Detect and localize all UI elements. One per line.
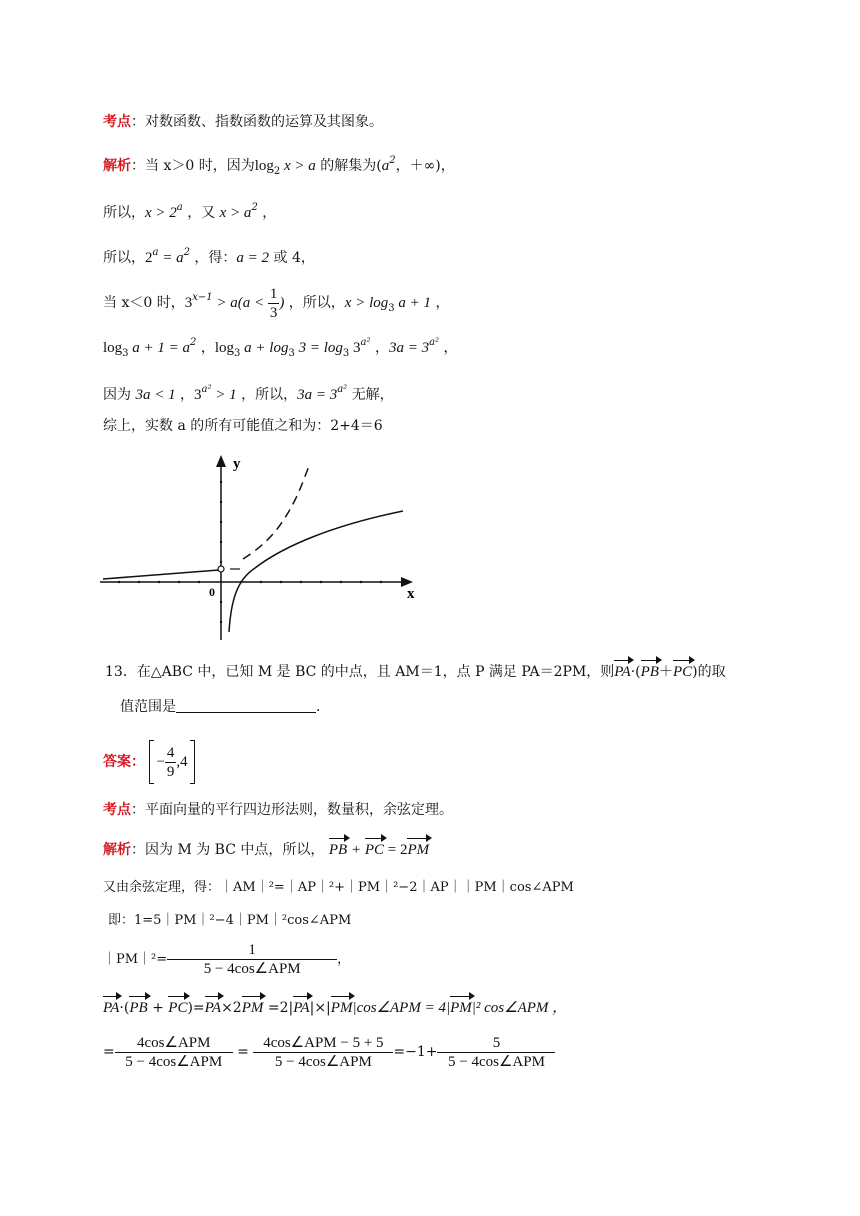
text: ＋ [658,664,673,680]
kaodian-2 [103,800,453,820]
text: 所以， [103,250,145,266]
math: x > 2 [145,205,177,221]
text: )= [187,1000,205,1016]
sup: 2 [389,155,396,166]
math: > a(a < [212,295,268,311]
minus: − [156,754,165,770]
denominator: 9 [166,764,175,781]
y-tick [220,481,222,483]
math: |cos∠APM = 4| [352,1000,451,1016]
q13-line-1 [105,662,726,682]
vector-pm: PM [407,842,430,858]
text: ，又 [182,205,220,221]
answer-colon: ： [131,754,145,770]
math: log [254,158,274,174]
math: a + 1 [394,295,431,311]
text: ，＋∞)， [395,158,455,174]
math: log [103,340,123,356]
math: 3 [184,295,193,311]
vector-pa: PA [204,1000,222,1016]
y-tick [220,541,222,543]
text: 因为 [103,387,136,403]
text: + [147,1000,169,1016]
x-tick [260,581,262,583]
sub: 2 [273,166,281,177]
x-tick [280,581,282,583]
fraction [165,744,177,781]
jiexi-2-line-3: 即：1=5｜PM｜²−4｜PM｜²cos∠APM [108,913,352,928]
denominator: 5 − 4cos∠APM [203,961,301,977]
math: ) [279,295,285,311]
text: ， [175,387,195,403]
math: 3 [349,340,361,356]
log-curve [229,511,403,632]
math: 3a = 3 [388,340,430,356]
fraction [115,1034,233,1071]
math: x > a [219,205,252,221]
kaodian-text: ：平面向量的平行四边形法则，数量积，余弦定理。 [131,802,453,818]
x-tick [138,581,140,583]
text: ：因为 M 为 BC 中点，所以， [131,842,325,858]
kaodian-label: 考点 [103,114,131,130]
numerator: 4cos∠APM [115,1034,233,1053]
sup: a² [429,337,440,348]
text: 当 x＜0 时， [103,295,185,311]
y-axis-label: y [233,456,241,472]
jiexi-1-line-1 [103,151,455,182]
math: a [381,158,390,174]
math: + [347,842,365,858]
text: 无解， [347,387,394,403]
text: ， [370,340,389,356]
jiexi-1-line-7: 综上，实数 a 的所有可能值之和为：2+4＝6 [103,418,383,434]
vector-pm: PM [330,1000,353,1016]
jiexi-2-line-4 [103,940,350,980]
function-graph [95,450,435,646]
text: |×| [309,1000,331,1016]
jiexi-label: 解析 [103,842,131,858]
vector-pa: PA [103,1000,120,1016]
sup: 2 [190,337,197,348]
vector-pm: PM [450,1000,472,1016]
answer-blank [176,698,316,713]
kaodian-1 [103,112,383,132]
y-axis-arrow [216,455,226,467]
math: a + log [240,340,289,356]
math: a + 1 = a [128,340,191,356]
jiexi-1-line-2 [103,198,276,223]
x-tick [320,581,322,583]
math: 3a = 3 [297,387,338,403]
text: =−1+ [393,1044,438,1060]
text: ， [337,952,351,967]
sub: 3 [388,303,395,314]
y-tick [220,561,222,563]
sup: a² [337,384,348,395]
exponential-dashed-curve [243,466,309,559]
fraction [268,285,280,322]
text: ·( [119,1000,130,1016]
x-tick [360,581,362,583]
y-tick [220,521,222,523]
text: = [103,1044,115,1060]
denominator: 5 − 4cos∠APM [274,1053,372,1070]
text: ，所以， [284,295,345,311]
math: = a [158,250,184,266]
text: )的取 [692,664,726,680]
text: 所以， [103,205,145,221]
sub: 3 [234,348,241,359]
jiexi-2-line-5 [103,998,567,1018]
axes [100,455,413,640]
jiexi-2-line-2: 又由余弦定理，得：｜AM｜²=｜AP｜²+｜PM｜²−2｜AP｜｜PM｜cos∠APM [103,880,574,895]
text: = [232,1044,254,1060]
vector-pm: PM [241,1000,264,1016]
x-tick [158,581,160,583]
exponential-branch-left [103,570,219,579]
vector-pc: PC [672,664,693,680]
vector-pb: PB [129,1000,148,1016]
math: 2 [145,250,153,266]
sub: 3 [122,348,129,359]
fraction [437,1034,555,1071]
jiexi-1-line-3 [103,243,315,268]
x-tick [380,581,382,583]
text: ， [439,340,458,356]
text: ，得： [189,250,237,266]
x-tick [340,581,342,583]
math: = 2 [383,842,408,858]
math: 3 [194,387,202,403]
vector-pb: PB [328,842,348,858]
math: 3 = log [294,340,343,356]
text: ，所以， [236,387,298,403]
x-tick [300,581,302,583]
math: a = 2 [236,250,270,266]
denominator: 3 [269,304,278,321]
jiexi-2-line-1 [103,840,429,860]
jiexi-1-line-5 [103,333,458,364]
math: x > log [344,295,389,311]
sup: a² [201,384,212,395]
math: log [214,340,235,356]
sup: 2 [183,247,190,258]
q13-line-2 [120,697,320,717]
sup: x−1 [192,292,213,303]
jiexi-label: 解析 [103,158,131,174]
x-tick [198,581,200,583]
open-point [218,566,224,572]
text: ×2 [221,1000,242,1016]
text: ， [196,340,215,356]
vector-pc: PC [168,1000,188,1016]
fraction [253,1034,393,1071]
origin-label: 0 [209,585,215,599]
sup: 2 [251,202,258,213]
jiexi-1-line-6 [103,380,394,405]
upper-bound: ,4 [176,754,188,770]
sub: 3 [342,348,350,359]
text: =2| [263,1000,294,1016]
vector-pa: PA [293,1000,310,1016]
sub: 3 [288,348,295,359]
text: ·( [630,664,641,680]
y-tick [220,621,222,623]
q13-text: 在△ABC 中，已知 M 是 BC 的中点，且 AM＝1，点 P 满足 PA＝2PM，则 [136,664,615,680]
x-tick [178,581,180,583]
math: |² cos∠APM ， [471,1000,568,1016]
kaodian-label: 考点 [103,802,131,818]
x-tick [118,581,120,583]
answer-line [103,740,195,784]
text: ， [431,295,450,311]
x-axis-label: x [407,586,415,602]
text: ｜PM｜²= [103,952,168,967]
vector-pb: PB [640,664,659,680]
vector-pa: PA [614,664,631,680]
denominator: 5 − 4cos∠APM [125,1053,223,1070]
text: 或 4， [269,250,315,266]
answer-interval [149,740,194,784]
text: ：当 x＞0 时，因为 [131,158,255,174]
q13-number: 13． [105,664,137,680]
vector-pc: PC [364,842,384,858]
jiexi-1-line-4 [103,282,449,325]
sup: a [176,202,183,213]
sup: a [152,247,159,258]
math: x > a [280,158,316,174]
math: > 1 [211,387,237,403]
numerator: 4 [166,745,175,762]
kaodian-text: ：对数函数、指数函数的运算及其图象。 [131,114,383,130]
fraction [167,941,337,978]
text: 的解集为( [315,158,382,174]
y-tick [220,501,222,503]
text: . [316,699,321,715]
y-tick [220,601,222,603]
numerator: 1 [167,941,337,960]
numerator: 1 [269,285,278,302]
answer-label: 答案 [103,754,131,770]
math: 3a < 1 [135,387,176,403]
jiexi-2-line-6 [103,1030,555,1074]
numerator: 5 [437,1034,555,1053]
q13-text: 值范围是 [120,699,176,715]
text: ， [257,205,277,221]
sup: a² [360,337,371,348]
numerator: 4cos∠APM − 5 + 5 [253,1034,393,1053]
denominator: 5 − 4cos∠APM [448,1053,545,1070]
